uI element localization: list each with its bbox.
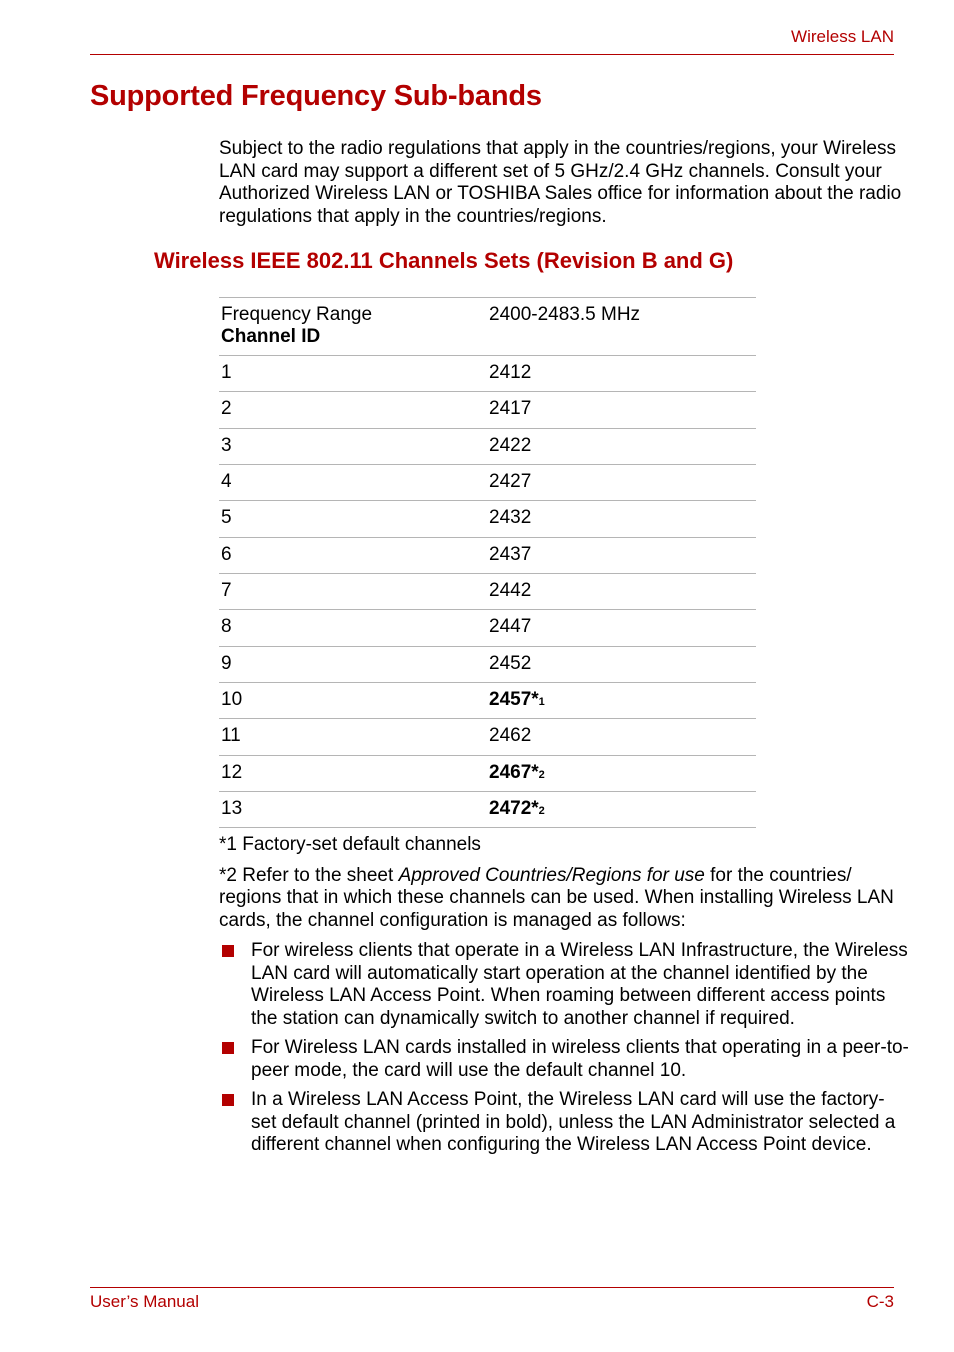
header-cell-value: 2400-2483.5 MHz [487, 298, 756, 356]
list-item [219, 1037, 909, 1082]
channel-id-cell: 13 [219, 792, 487, 828]
header-cell-label [219, 298, 487, 356]
frequency-value: 2417 [489, 398, 532, 420]
channel-id-cell: 8 [219, 610, 487, 646]
frequency-cell [487, 392, 756, 428]
frequency-cell [487, 683, 756, 719]
table-row [219, 755, 756, 791]
channel-id-cell: 12 [219, 755, 487, 791]
table-row [219, 501, 756, 537]
frequency-cell [487, 356, 756, 392]
frequency-cell [487, 792, 756, 828]
square-bullet-icon [222, 945, 234, 957]
footnote-marker: 2 [538, 805, 545, 818]
channel-id-cell: 3 [219, 428, 487, 464]
frequency-cell [487, 610, 756, 646]
channel-id-cell: 9 [219, 646, 487, 682]
list-item [219, 940, 909, 1030]
frequency-cell [487, 537, 756, 573]
channel-id-cell: 11 [219, 719, 487, 755]
frequency-cell [487, 574, 756, 610]
frequency-value: 2432 [489, 507, 532, 529]
channel-id-cell: 6 [219, 537, 487, 573]
frequency-value: 2412 [489, 362, 532, 383]
table-row [219, 465, 756, 501]
table-row [219, 574, 756, 610]
frequency-value: 2452 [489, 652, 532, 674]
channel-id-cell: 1 [219, 356, 487, 392]
channel-table [219, 297, 756, 828]
square-bullet-icon [222, 1094, 234, 1106]
header-rule [90, 54, 894, 55]
list-item-text: For Wireless LAN cards installed in wireless clients that operating in a peer-to-peer mode, the card will use the default channel 10. [251, 1037, 909, 1081]
list-item-text: In a Wireless LAN Access Point, the Wireless LAN card will use the factory-set default channel (printed in bold), unless the LAN Administrator selected a different channel when configuring the Wireless LAN Access Point device. [251, 1089, 896, 1155]
table-row [219, 428, 756, 464]
frequency-value: 2437 [489, 543, 532, 565]
footnote-marker: 1 [538, 696, 545, 709]
frequency-value: 2472* [489, 798, 539, 820]
footnote-2-sheet-title: Approved Countries/Regions for use [398, 864, 705, 886]
channel-id-cell: 4 [219, 465, 487, 501]
list-item-text: For wireless clients that operate in a Wireless LAN Infrastructure, the Wireless LAN card will automatically start operation at the channel identified by the Wireless LAN Access Point. When roaming between different access points the station can dynamically switch to another channel if required. [251, 940, 908, 1029]
frequency-cell [487, 428, 756, 464]
table-row [219, 683, 756, 719]
square-bullet-icon [222, 1042, 234, 1054]
footer-page-number: C-3 [866, 1292, 894, 1311]
header-sublabel: Channel ID [221, 326, 321, 347]
frequency-cell [487, 465, 756, 501]
frequency-value: 2427 [489, 471, 532, 493]
intro-paragraph: Subject to the radio regulations that apply in the countries/regions, your Wireless LAN card may support a different set of 5 GHz/2.4 GHz channels. Consult your Authorized Wireless LAN or TOSHIBA Sales office for information about the radio regulations that apply in the countries/regions. [219, 138, 902, 227]
table-row [219, 610, 756, 646]
footnote-2-prefix: *2 Refer to the sheet [219, 864, 399, 886]
frequency-cell [487, 755, 756, 791]
frequency-value: 2442 [489, 580, 532, 602]
channel-id-cell: 7 [219, 574, 487, 610]
running-head: Wireless LAN [791, 27, 894, 46]
table-row [219, 646, 756, 682]
table-row [219, 537, 756, 573]
footer-manual-name: User’s Manual [90, 1292, 199, 1311]
footnote-2-suffix: for the countries/ regions that in which these channels can be used. When installing Wireless LAN cards, the channel configuration is managed as follows: [219, 864, 894, 931]
bullet-list [219, 940, 909, 1157]
table-row [219, 719, 756, 755]
footnote-1: *1 Factory-set default channels [219, 834, 481, 855]
channel-id-cell: 10 [219, 683, 487, 719]
frequency-value: 2457* [489, 689, 539, 711]
table-row [219, 392, 756, 428]
table-header-row [219, 298, 756, 356]
footer-rule [90, 1287, 894, 1288]
channel-id-cell: 5 [219, 501, 487, 537]
frequency-value: 2467* [489, 761, 539, 783]
table-row [219, 792, 756, 828]
list-item [219, 1089, 909, 1157]
footnote-2 [219, 865, 909, 933]
page-title: Supported Frequency Sub-bands [90, 80, 542, 112]
frequency-cell [487, 719, 756, 755]
frequency-value: 2447 [489, 616, 532, 638]
frequency-cell [487, 646, 756, 682]
frequency-cell [487, 501, 756, 537]
section-title: Wireless IEEE 802.11 Channels Sets (Revision B and G) [154, 248, 734, 273]
header-label: Frequency Range [221, 304, 373, 325]
footnote-marker: 2 [538, 768, 545, 781]
notes-section [219, 834, 909, 1164]
frequency-value: 2422 [489, 434, 532, 456]
table-row [219, 356, 756, 392]
frequency-value: 2462 [489, 725, 532, 747]
channel-id-cell: 2 [219, 392, 487, 428]
